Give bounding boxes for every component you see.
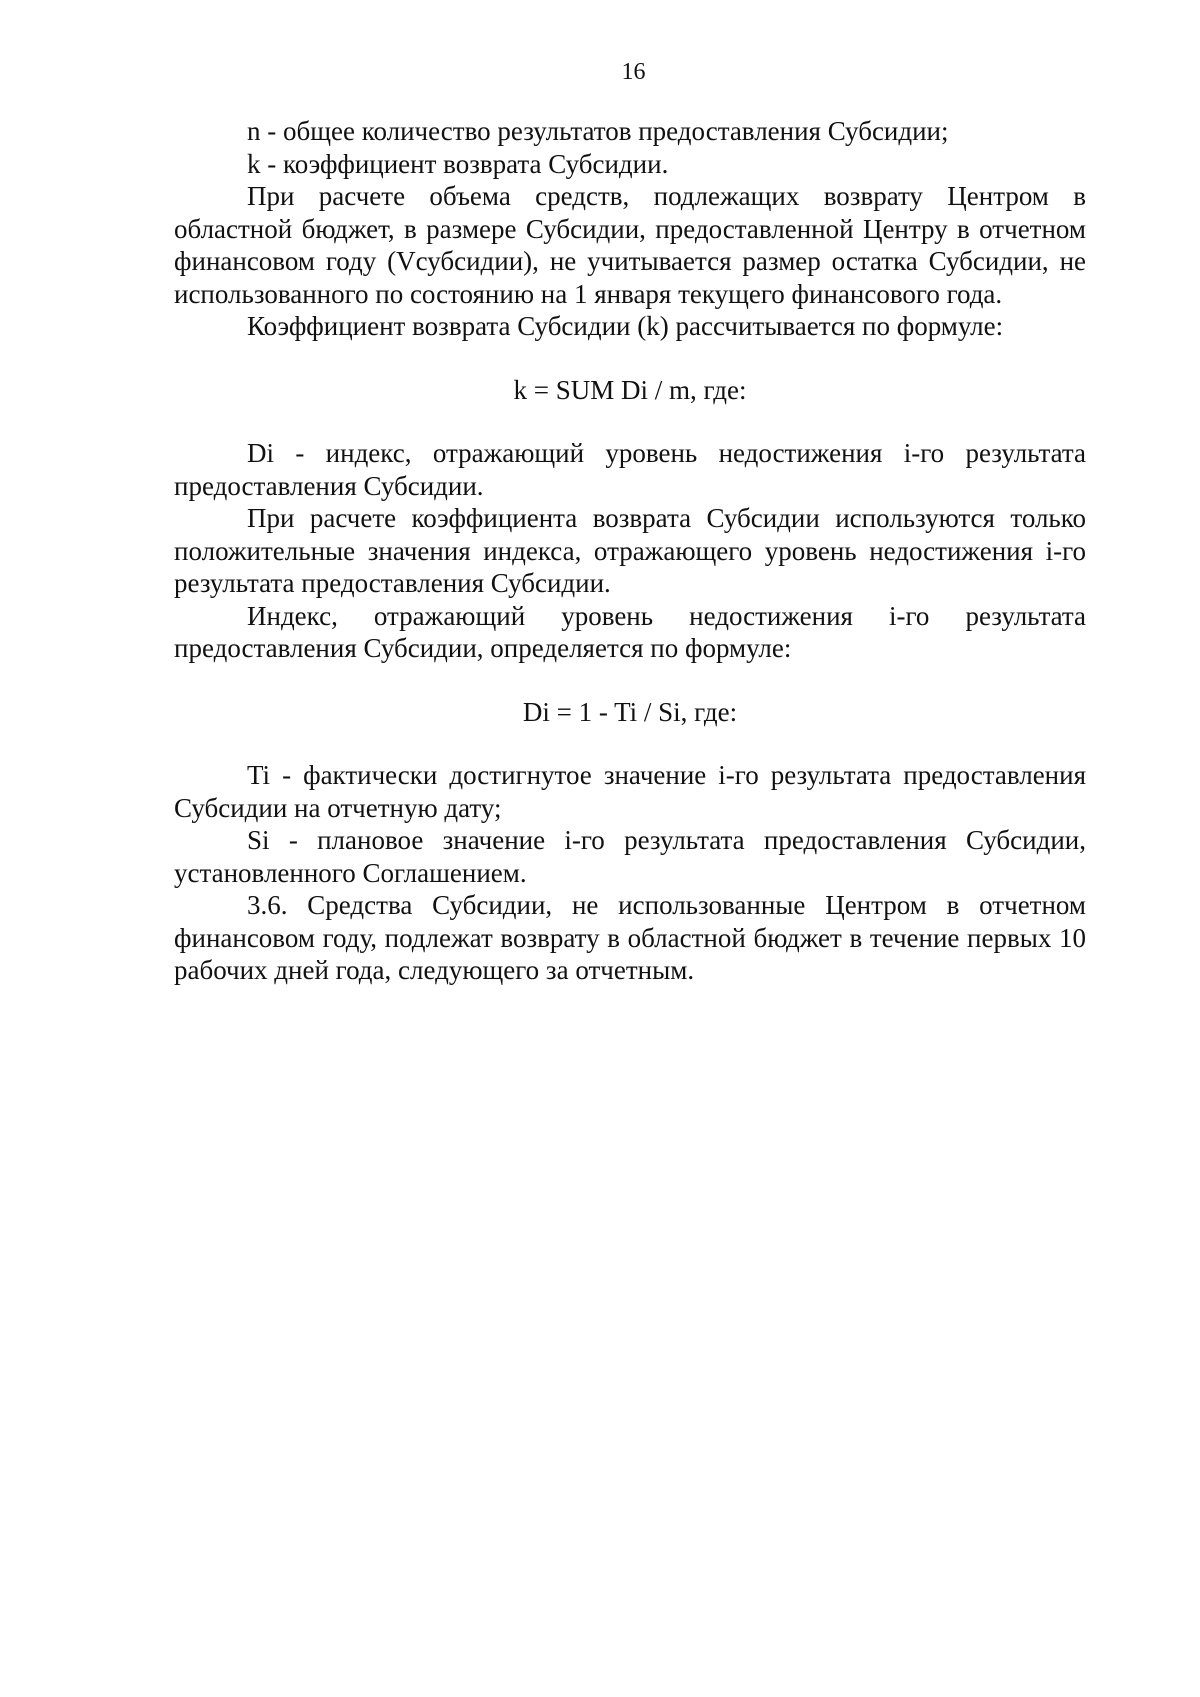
paragraph-positive-values: При расчете коэффициента возврата Субсидии используются только положительные значения индекса, отражающего уровень недостижения i-го результата предоставления Субсидии. [174,503,1086,598]
paragraph-k-formula-intro: Коэффициент возврата Субсидии (k) рассчитывается по формуле: [247,311,1004,341]
formula-k: k = SUM Di / m, где: [513,374,747,405]
paragraph-di-formula-intro: Индекс, отражающий уровень недостижения i-го результата предоставления Субсидии, определяется по формуле: [174,600,1086,663]
paragraph-di-definition: Di - индекс, отражающий уровень недостижения i-го результата предоставления Субсидии. [174,438,1086,501]
paragraph-n-definition: n - общее количество результатов предоставления Субсидии; [247,116,949,146]
paragraph-return-volume: При расчете объема средств, подлежащих возврату Центром в областной бюджет, в размере Субсидии, предоставленной Центру в отчетном финансовом году (Vсубсидии), не учитывается размер остатка Субсидии, не использованного по состоянию на 1 января текущего финансового года. [174,181,1086,309]
paragraph-k-definition: k - коэффициент возврата Субсидии. [247,148,669,179]
paragraph-ti-definition: Ti - фактически достигнутое значение i-го результата предоставления Субсидии на отчетную дату; [174,760,1086,823]
formula-di: Di = 1 - Ti / Si, где: [522,696,738,727]
page-number: 16 [621,59,646,85]
paragraph-section-3-6: 3.6. Средства Субсидии, не использованные Центром в отчетном финансовом году, подлежат возврату в областной бюджет в течение первых 10 рабочих дней года, следующего за отчетным. [174,890,1086,985]
paragraph-si-definition: Si - плановое значение i-го результата предоставления Субсидии, установленного Соглашением. [174,825,1086,888]
document-body [174,115,1086,987]
